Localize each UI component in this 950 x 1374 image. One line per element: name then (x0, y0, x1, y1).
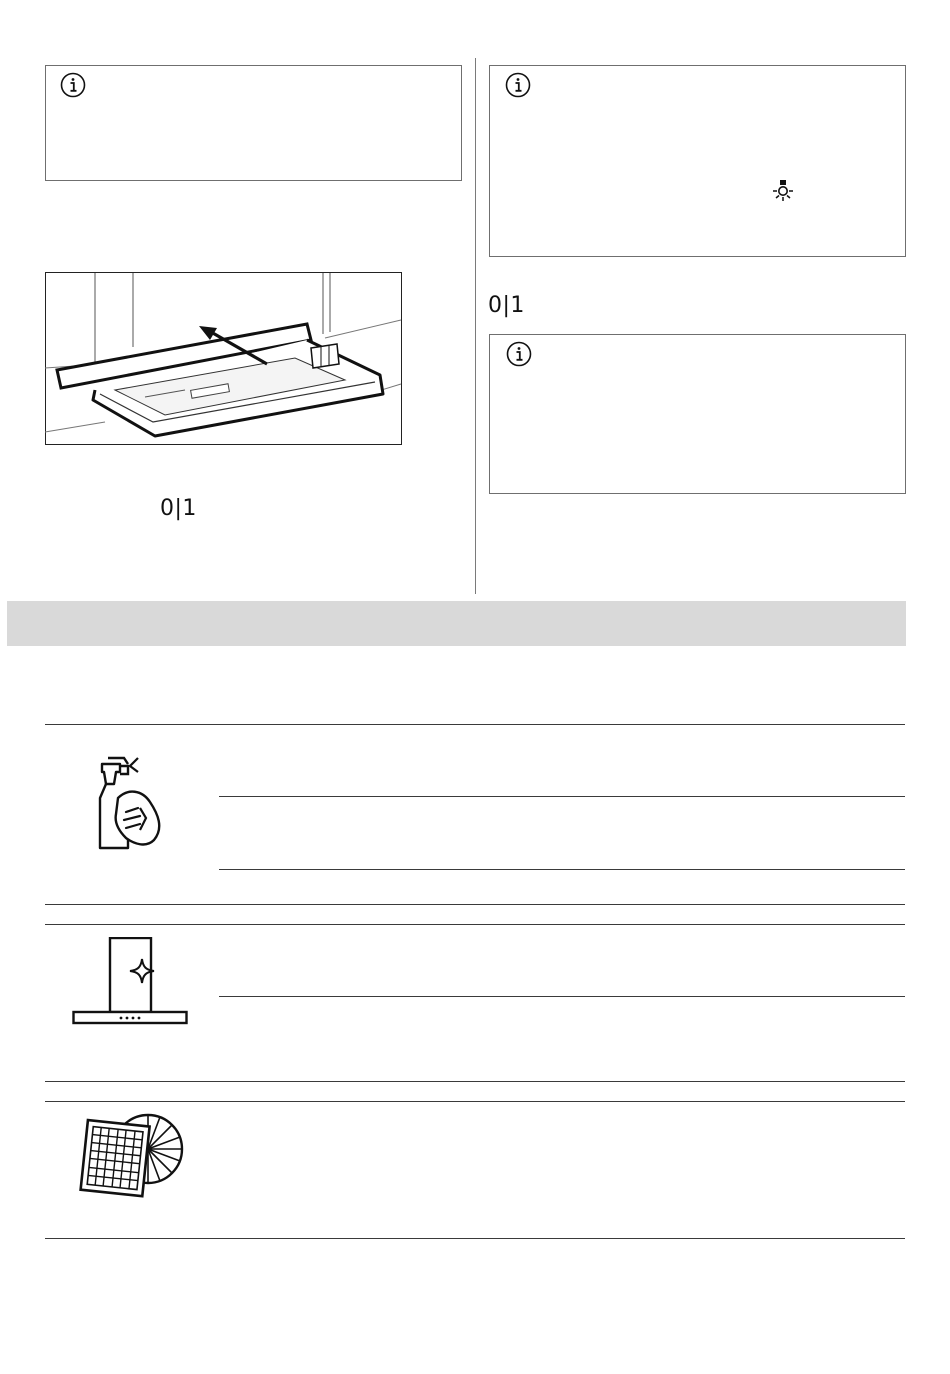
table-rule (45, 1081, 905, 1082)
info-icon (505, 72, 531, 98)
column-divider (475, 58, 476, 594)
table-rule (45, 1238, 905, 1239)
table-subrule (219, 996, 905, 997)
switch-symbol-left: 0|1 (160, 496, 197, 521)
info-icon (60, 72, 86, 98)
table-rule (45, 724, 905, 725)
light-bulb-icon (771, 179, 795, 203)
clean-hood-sparkle-icon (72, 937, 188, 1025)
grease-charcoal-filter-icon (78, 1111, 188, 1201)
spray-bottle-cloth-icon (94, 754, 166, 850)
switch-symbol-right: 0|1 (488, 293, 525, 318)
info-note-right-top (489, 65, 906, 257)
info-note-right-bottom (489, 334, 906, 494)
table-rule (45, 1101, 905, 1102)
section-header-band (7, 601, 906, 646)
table-subrule (219, 869, 905, 870)
telescopic-hood-pull-out-illustration (45, 272, 402, 445)
table-rule (45, 904, 905, 905)
table-rule (45, 924, 905, 925)
info-icon (506, 341, 532, 367)
table-subrule (219, 796, 905, 797)
info-note-left (45, 65, 462, 181)
